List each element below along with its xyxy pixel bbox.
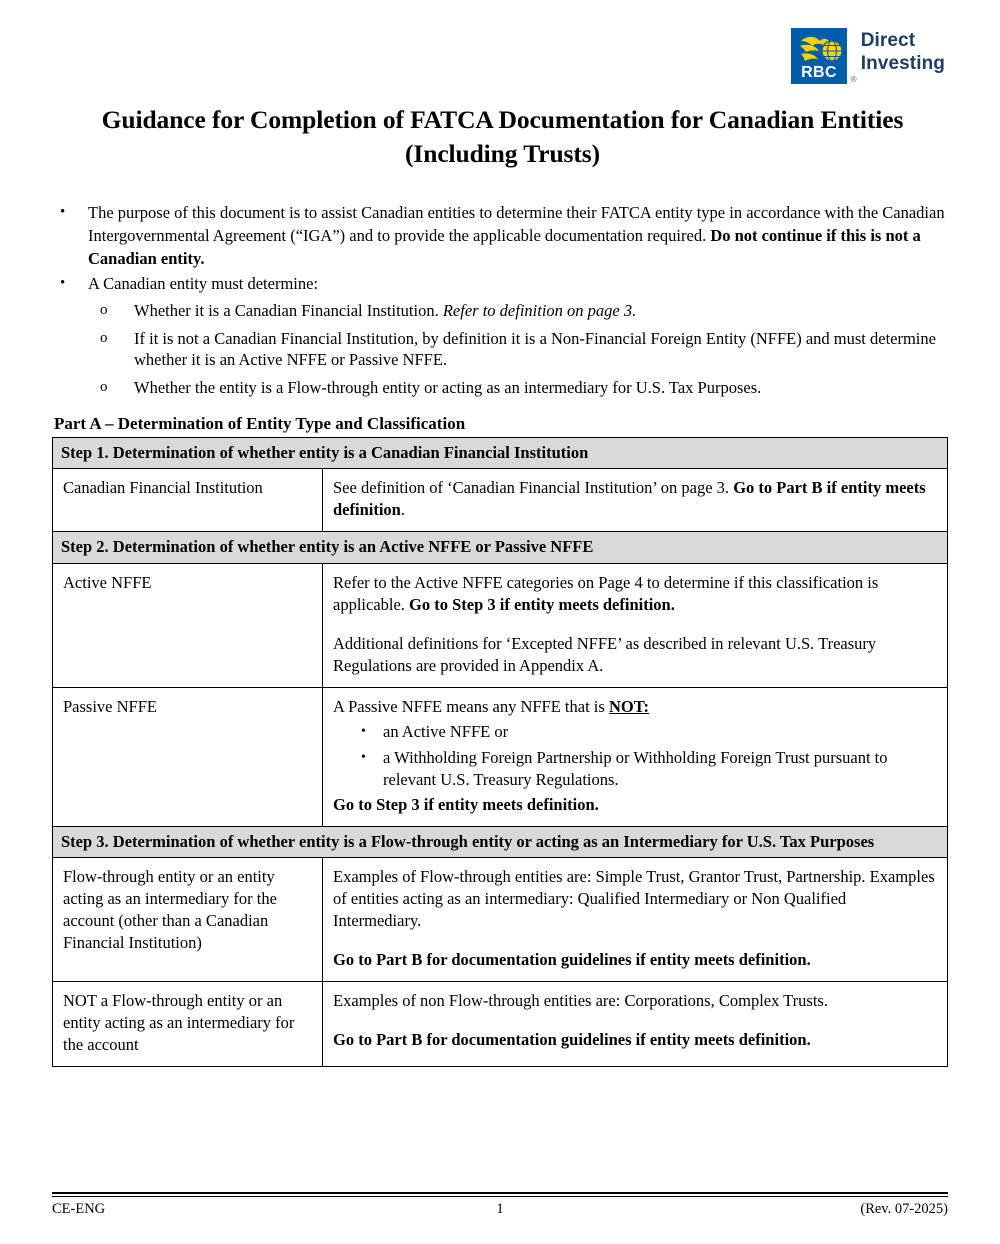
not-flow-through-description-cell: [323, 981, 948, 1066]
intro-bullet-purpose: [52, 202, 948, 270]
flow-through-paragraph-1: Examples of Flow-through entities are: Simple Trust, Grantor Trust, Partnership. Examples of entities acting as an intermediary: Qualified Intermediary or Non Qualified Intermediary.: [333, 867, 935, 930]
sub-bullet-icon: o: [100, 379, 108, 396]
brand-wordmark: [861, 28, 945, 75]
table-row-canadian-financial-institution: [53, 469, 948, 532]
not-flow-through-label-cell: NOT a Flow-through entity or an entity acting as an intermediary for the account: [53, 981, 323, 1066]
registered-trademark-icon: ®: [850, 75, 857, 84]
table-row-flow-through-entity: [53, 858, 948, 982]
cfi-desc-bold: Go to Part B if entity meets definition: [333, 478, 926, 520]
intro-sub-bullet-nffe: [100, 328, 948, 370]
bullet-icon: •: [60, 204, 66, 220]
active-nffe-paragraph-2: Additional definitions for ‘Excepted NFFE’ as described in relevant U.S. Treasury Regulations are provided in Appendix A.: [333, 633, 877, 675]
active-nffe-p1-plain: Refer to the Active NFFE categories on Page 4 to determine if this classification is applicable.: [333, 572, 879, 614]
table-row-passive-nffe: [53, 687, 948, 826]
passive-nffe-lead-plain: A Passive NFFE means any NFFE that is: [333, 696, 609, 716]
intro-bullet-must-determine: [52, 273, 948, 296]
sub-cfi-italic: Refer to definition on page 3.: [442, 301, 637, 321]
svg-text:RBC: RBC: [800, 64, 837, 81]
entity-classification-table: [52, 437, 948, 1067]
passive-nffe-label-cell: Passive NFFE: [53, 687, 323, 826]
step-1-header-cell: Step 1. Determination of whether entity is a Canadian Financial Institution: [53, 438, 948, 469]
not-flow-through-p2-bold: Go to Part B for documentation guidelines if entity meets definition.: [333, 1029, 811, 1049]
table-row-step-3-header: [53, 826, 948, 857]
rbc-direct-investing-logo: [791, 28, 945, 84]
step-2-header-cell: Step 2. Determination of whether entity is an Active NFFE or Passive NFFE: [53, 532, 948, 563]
rbc-logo-icon: [791, 28, 857, 84]
bullet-icon: •: [361, 724, 366, 740]
intro-purpose-bold: Do not continue if this is not a Canadian entity.: [88, 225, 921, 268]
footer-divider-top: [52, 1192, 948, 1194]
page-title: [60, 103, 945, 170]
passive-nffe-exclusion-list: [333, 721, 937, 790]
not-flow-through-paragraph-2: [333, 1029, 937, 1051]
brand-line-direct: Direct: [860, 30, 916, 51]
footer-page-number: 1: [496, 1201, 504, 1217]
active-nffe-label-cell: Active NFFE: [53, 563, 323, 687]
intro-sub-bullet-nffe-text: If it is not a Canadian Financial Institution, by definition it is a Non-Financial Foreign Entity (NFFE) and must determine whether it is an Active NFFE or Passive NFFE.: [134, 329, 936, 370]
bullet-icon: •: [60, 275, 66, 292]
table-row-not-flow-through-entity: [53, 981, 948, 1066]
page-footer: [52, 1192, 948, 1219]
sub-bullet-icon: o: [100, 330, 108, 347]
cfi-label-cell: Canadian Financial Institution: [53, 469, 323, 532]
passive-nffe-closing-text: Go to Step 3 if entity meets definition.: [333, 794, 599, 814]
intro-sub-bullet-cfi-text: [134, 300, 948, 321]
active-nffe-paragraph-1: [333, 572, 937, 616]
footer-revision: (Rev. 07-2025): [860, 1201, 949, 1217]
intro-sub-bullet-cfi: [100, 300, 948, 321]
footer-content-row: [52, 1197, 948, 1218]
intro-sub-bullet-flow-through-text: Whether the entity is a Flow-through entity or acting as an intermediary for U.S. Tax Purposes.: [134, 378, 762, 398]
intro-must-determine-text: A Canadian entity must determine:: [88, 274, 319, 294]
sub-cfi-plain: Whether it is a Canadian Financial Institution.: [134, 301, 443, 321]
intro-sub-bullet-flow-through: [100, 377, 948, 398]
cfi-desc-plain: See definition of ‘Canadian Financial Institution’ on page 3.: [333, 478, 734, 498]
brand-line-investing: Investing: [860, 53, 945, 75]
table-row-step-1-header: [53, 438, 948, 469]
cfi-description-cell: [323, 469, 948, 532]
passive-nffe-item-1-text: an Active NFFE or: [383, 722, 509, 742]
flow-through-description-cell: [323, 858, 948, 982]
not-flow-through-paragraph-1: Examples of non Flow-through entities are: Corporations, Complex Trusts.: [333, 990, 828, 1010]
active-nffe-description-cell: [323, 563, 948, 687]
intro-bullet-purpose-text: [88, 202, 948, 270]
intro-sub-bullet-list: [52, 300, 948, 398]
flow-through-label-cell: Flow-through entity or an entity acting as an intermediary for the account (other than a Canadian Financial Institution): [53, 858, 323, 982]
part-a-heading: Part A – Determination of Entity Type and Classification: [54, 414, 466, 433]
sub-bullet-icon: o: [100, 302, 108, 319]
flow-through-paragraph-2: [333, 949, 937, 971]
passive-nffe-lead-emphasis: NOT:: [608, 696, 649, 716]
cfi-description-text: [333, 477, 937, 521]
passive-nffe-description-cell: [323, 687, 948, 826]
passive-nffe-item-2-text: a Withholding Foreign Partnership or Withholding Foreign Trust pursuant to relevant U.S. Treasury Regulations.: [383, 748, 888, 789]
page-title-line-2: (Including Trusts): [405, 138, 600, 168]
list-item: [333, 721, 937, 743]
active-nffe-p1-bold: Go to Step 3 if entity meets definition.: [409, 594, 675, 614]
list-item: [333, 747, 937, 791]
step-3-header-cell: Step 3. Determination of whether entity is a Flow-through entity or acting as an Intermediary for U.S. Tax Purposes: [53, 826, 948, 857]
bullet-icon: •: [361, 750, 366, 766]
flow-through-p2-bold: Go to Part B for documentation guidelines if entity meets definition.: [333, 949, 811, 969]
table-row-step-2-header: [53, 532, 948, 563]
cfi-desc-tail: .: [400, 500, 405, 520]
passive-nffe-lead-text: [333, 696, 937, 718]
footer-doc-code: CE-ENG: [52, 1201, 106, 1217]
intro-bullet-list: [52, 202, 948, 406]
page-title-line-1: Guidance for Completion of FATCA Documentation for Canadian Entities: [101, 105, 904, 134]
intro-purpose-plain: The purpose of this document is to assist Canadian entities to determine their FATCA entity type in accordance with the Canadian Intergovernmental Agreement (“IGA”) and to provide the applicable documentation required.: [88, 203, 945, 245]
table-row-active-nffe: [53, 563, 948, 687]
